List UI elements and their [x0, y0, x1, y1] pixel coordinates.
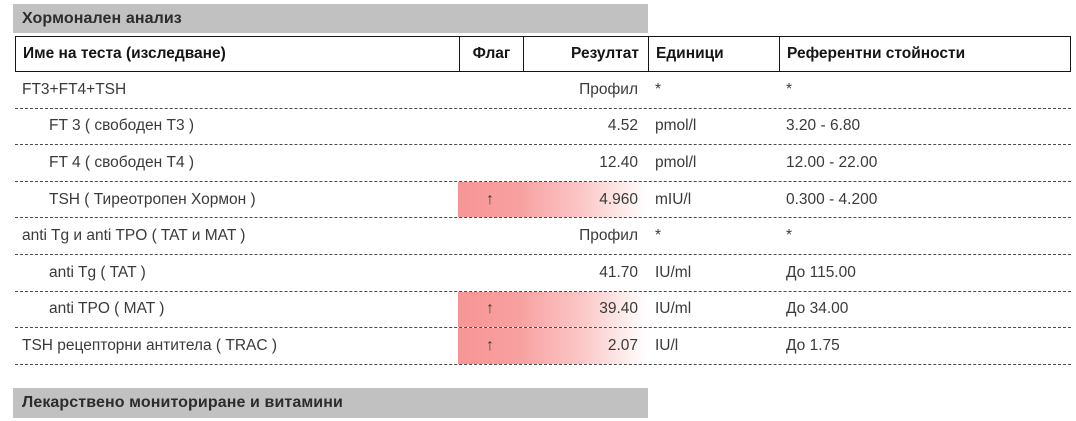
flag-cell [458, 145, 522, 181]
results-table [15, 36, 1071, 365]
reference-range-cell: 3.20 - 6.80 [786, 117, 861, 135]
table-row [15, 218, 1071, 255]
units-cell: * [655, 80, 662, 98]
reference-range-cell: До 34.00 [786, 300, 849, 318]
column-header-test-name: Име на теста (изследване) [23, 45, 226, 62]
section-title-hormonal-analysis [13, 4, 648, 33]
flag-high-arrow-icon: ↑ [486, 300, 494, 318]
column-header-flag: Флаг [459, 37, 523, 71]
flag-cell [458, 218, 522, 254]
test-name-cell: TSH ( Тиреотропен Хормон ) [49, 190, 256, 208]
units-cell: mIU/l [655, 190, 692, 208]
reference-range-cell: 12.00 - 22.00 [786, 153, 878, 171]
abnormal-highlight-area [458, 182, 647, 218]
test-name-cell: FT 4 ( свободен T4 ) [49, 153, 195, 171]
reference-range-cell: * [786, 227, 793, 245]
test-name-cell: FT3+FT4+TSH [22, 80, 127, 98]
units-cell: pmol/l [655, 117, 697, 135]
result-cell: Профил [579, 80, 638, 98]
table-row [15, 145, 1071, 182]
table-body [15, 72, 1071, 365]
abnormal-highlight-area [458, 292, 647, 328]
flag-result-area [458, 255, 647, 291]
flag-high-arrow-icon: ↑ [486, 336, 494, 354]
table-row [15, 255, 1071, 292]
reference-range-cell: До 115.00 [786, 263, 856, 281]
flag-cell [458, 255, 522, 291]
result-cell: Профил [579, 227, 638, 245]
reference-range-cell: До 1.75 [786, 336, 840, 354]
table-header-row [15, 36, 1071, 72]
test-name-cell: anti TPO ( MAT ) [49, 300, 165, 318]
section-title-text: Хормонален анализ [22, 9, 182, 27]
test-name-cell: TSH рецепторни антитела ( TRAC ) [22, 336, 278, 354]
flag-cell [458, 109, 522, 145]
table-row [15, 109, 1071, 146]
column-header-reference: Референтни стойности [779, 37, 1070, 71]
units-cell: IU/ml [655, 300, 692, 318]
result-cell: 4.52 [607, 117, 638, 135]
units-cell: pmol/l [655, 153, 697, 171]
abnormal-highlight-area [458, 328, 647, 364]
flag-high-arrow-icon: ↑ [486, 190, 494, 208]
table-row [15, 182, 1071, 219]
flag-result-area [458, 145, 647, 181]
test-name-cell: anti Tg ( TAT ) [49, 263, 146, 281]
table-row [15, 72, 1071, 109]
flag-result-area [458, 72, 647, 108]
flag-result-area [458, 218, 647, 254]
table-row [15, 328, 1071, 365]
units-cell: * [655, 227, 662, 245]
section-title-text: Лекарствено мониториране и витамини [22, 394, 343, 411]
flag-result-area [458, 109, 647, 145]
test-name-cell: FT 3 ( свободен T3 ) [49, 117, 195, 135]
units-cell: IU/ml [655, 263, 692, 281]
reference-range-cell: * [786, 80, 793, 98]
result-cell: 12.40 [599, 153, 638, 171]
result-cell: 39.40 [599, 300, 638, 318]
units-cell: IU/l [655, 336, 679, 354]
flag-cell [458, 72, 522, 108]
reference-range-cell: 0.300 - 4.200 [786, 190, 878, 208]
result-cell: 2.07 [607, 336, 638, 354]
test-name-cell: anti Tg и anti TPO ( TAT и MAT ) [22, 227, 246, 245]
result-cell: 41.70 [599, 263, 638, 281]
table-row [15, 292, 1071, 329]
result-cell: 4.960 [599, 190, 638, 208]
column-header-units: Единици [648, 37, 779, 71]
column-header-result: Резултат [523, 37, 648, 71]
section-title-drug-monitoring-vitamins [13, 388, 648, 418]
